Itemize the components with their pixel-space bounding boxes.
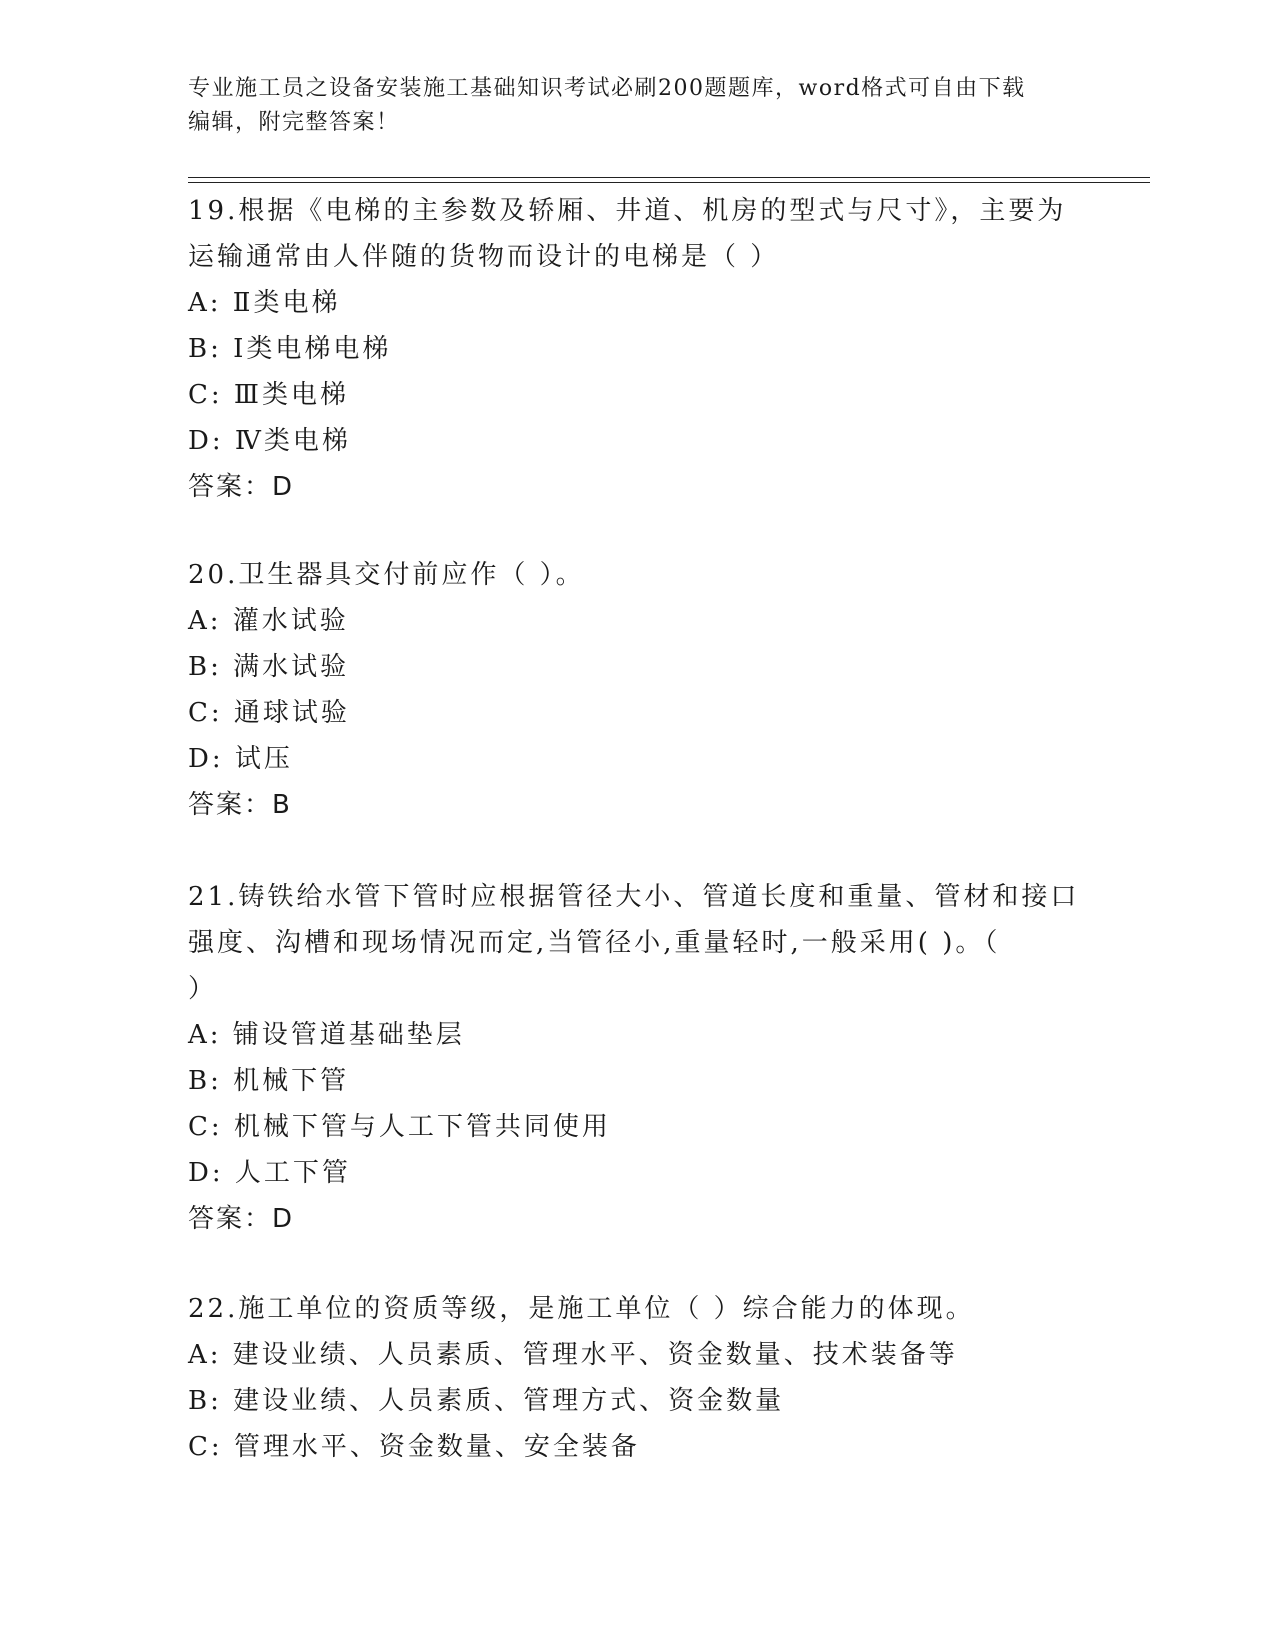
header-divider-top bbox=[188, 177, 1150, 178]
question-stem-line: 运输通常由人伴随的货物而设计的电梯是（ ） bbox=[188, 242, 780, 272]
header-title-line-1: 专业施工员之设备安装施工基础知识考试必刷200题题库，word格式可自由下载 bbox=[188, 76, 1026, 101]
option-b: B: Ⅰ类电梯电梯 bbox=[188, 334, 392, 364]
option-c: C: 管理水平、资金数量、安全装备 bbox=[188, 1432, 640, 1462]
header-title-line-2: 编辑，附完整答案！ bbox=[188, 110, 400, 135]
question-21 bbox=[188, 874, 1088, 1242]
option-a: A: 建设业绩、人员素质、管理水平、资金数量、技术装备等 bbox=[188, 1340, 958, 1370]
question-19 bbox=[188, 188, 1088, 510]
option-b: B: 满水试验 bbox=[188, 652, 350, 682]
question-22 bbox=[188, 1286, 1088, 1470]
answer: 答案：D bbox=[188, 472, 295, 502]
option-c: C: Ⅲ类电梯 bbox=[188, 380, 349, 410]
option-b: B: 机械下管 bbox=[188, 1066, 350, 1096]
answer: 答案：B bbox=[188, 790, 292, 820]
option-c: C: 机械下管与人工下管共同使用 bbox=[188, 1112, 611, 1142]
option-d: D: Ⅳ类电梯 bbox=[188, 426, 351, 456]
question-stem-line: 21.铸铁给水管下管时应根据管径大小、管道长度和重量、管材和接口 bbox=[188, 882, 1080, 912]
question-stem-line: 20.卫生器具交付前应作（ ）。 bbox=[188, 560, 585, 590]
option-d: D: 试压 bbox=[188, 744, 293, 774]
question-20 bbox=[188, 552, 1088, 828]
option-b: B: 建设业绩、人员素质、管理方式、资金数量 bbox=[188, 1386, 785, 1416]
option-a: A: Ⅱ类电梯 bbox=[188, 288, 341, 318]
option-a: A: 灌水试验 bbox=[188, 606, 349, 636]
question-stem-line: 强度、沟槽和现场情况而定,当管径小,重量轻时,一般采用( )。（ bbox=[188, 928, 1001, 958]
header-divider-bottom bbox=[188, 182, 1150, 183]
option-c: C: 通球试验 bbox=[188, 698, 350, 728]
question-stem-line: ） bbox=[188, 974, 218, 1004]
document-header bbox=[188, 72, 1088, 140]
answer: 答案：D bbox=[188, 1204, 295, 1234]
question-stem-line: 22.施工单位的资质等级，是施工单位（ ）综合能力的体现。 bbox=[188, 1294, 975, 1324]
option-a: A: 铺设管道基础垫层 bbox=[188, 1020, 465, 1050]
option-d: D: 人工下管 bbox=[188, 1158, 351, 1188]
question-stem-line: 19.根据《电梯的主参数及轿厢、井道、机房的型式与尺寸》，主要为 bbox=[188, 196, 1067, 226]
